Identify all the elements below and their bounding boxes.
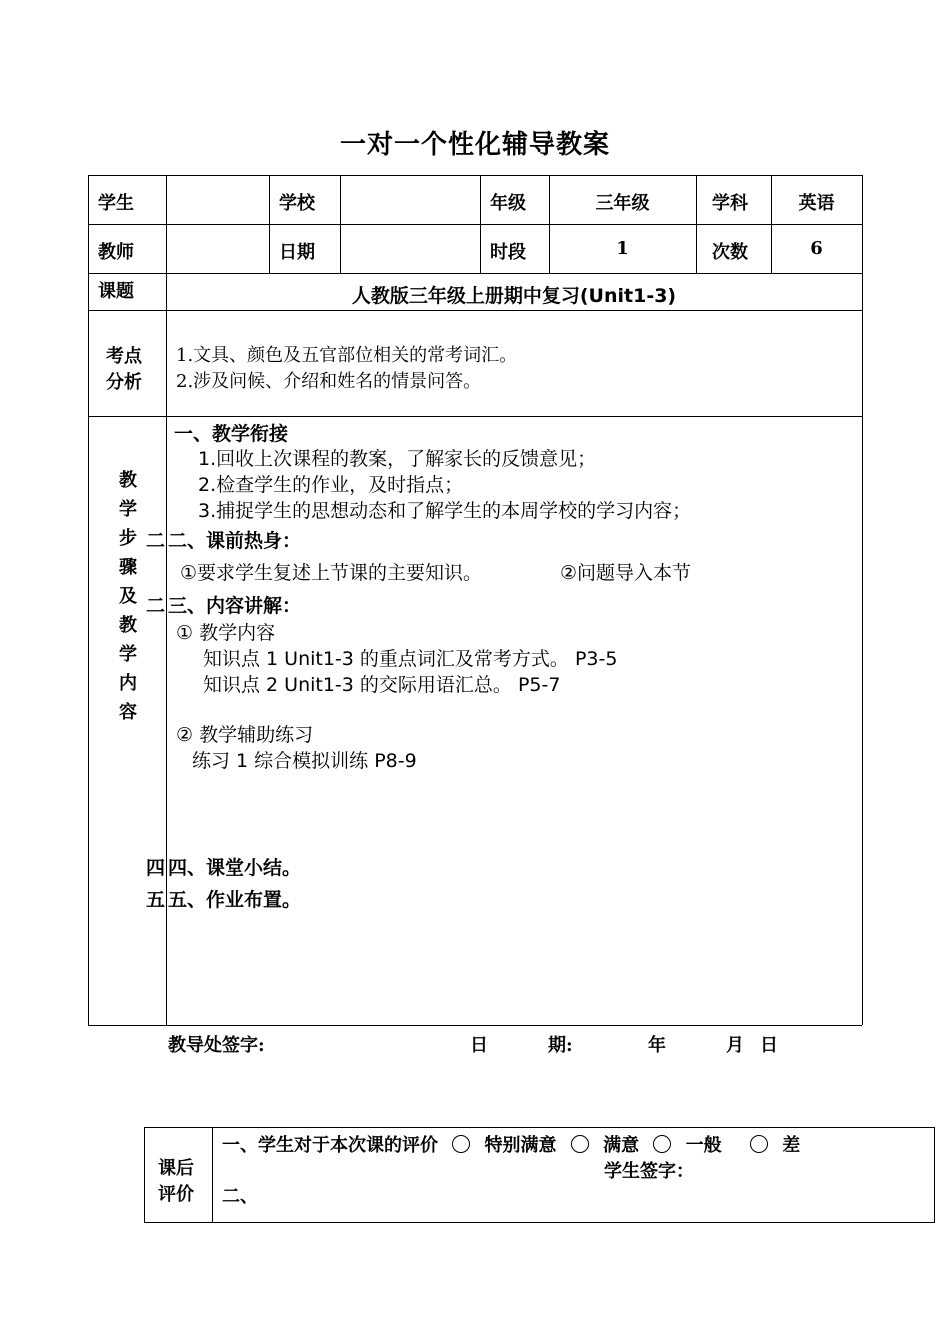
radio-very-satisfied[interactable]: [452, 1135, 470, 1153]
section-3-sub-2: ② 教学辅助练习: [176, 724, 314, 746]
analysis-line-1: 1.文具、颜色及五官部位相关的常考词汇。: [176, 345, 518, 366]
count-value: 6: [810, 238, 823, 259]
section-3-marker: 二: [146, 595, 166, 617]
option-very-satisfied: 特别满意: [484, 1135, 557, 1156]
school-label: 学校: [279, 193, 315, 214]
evaluation-question: 一、学生对于本次课的评价: [222, 1135, 438, 1156]
section-1-item: 2.检查学生的作业，及时指点；: [198, 474, 464, 496]
student-signature-label: 学生签字：: [604, 1161, 694, 1182]
radio-poor[interactable]: [750, 1135, 768, 1153]
section-1-item: 1.回收上次课程的教案，了解家长的反馈意见；: [198, 448, 597, 470]
section-3-exercise: 练习 1 综合模拟训练 P8-9: [192, 750, 417, 772]
evaluation-line-2: 二、: [222, 1186, 258, 1207]
section-3-heading: 三、内容讲解：: [168, 595, 302, 617]
page-title: 一对一个性化辅导教案: [339, 130, 610, 160]
signoff-year: 年: [648, 1035, 666, 1056]
section-2-heading: 二、课前热身：: [168, 530, 302, 552]
count-label: 次数: [712, 242, 748, 263]
section-1-item: 3.捕捉学生的思想动态和了解学生的本周学校的学习内容；: [198, 500, 692, 522]
option-poor: 差: [782, 1135, 801, 1156]
section-4-heading: 四、课堂小结。: [168, 857, 302, 879]
section-3-point: 知识点 2 Unit1-3 的交际用语汇总。 P5-7: [203, 674, 561, 696]
signoff-month: 月: [726, 1035, 744, 1056]
option-satisfied: 满意: [603, 1135, 640, 1156]
section-3-point: 知识点 1 Unit1-3 的重点词汇及常考方式。 P3-5: [203, 648, 618, 670]
analysis-label-1: 考点: [106, 346, 142, 367]
radio-satisfied[interactable]: [571, 1135, 589, 1153]
analysis-label-2: 分析: [106, 372, 142, 393]
grade-value: 三年级: [595, 193, 650, 214]
section-4-marker: 四: [146, 857, 166, 879]
period-value: 1: [616, 238, 629, 259]
evaluation-label-2: 评价: [158, 1184, 194, 1205]
evaluation-line-1: [222, 1131, 800, 1157]
steps-vertical-label: 教 学 步 骤 及 教 学 内 容: [119, 470, 137, 723]
subject-label: 学科: [712, 193, 748, 214]
section-2-marker: 二: [146, 530, 166, 552]
section-5-heading: 五、作业布置。: [168, 889, 302, 911]
signoff-date-label: 日: [470, 1035, 488, 1056]
signoff-day: 日: [760, 1035, 778, 1056]
topic-label: 课题: [98, 281, 134, 302]
grade-label: 年级: [490, 193, 526, 214]
subject-value: 英语: [798, 193, 835, 214]
section-1-heading: 一、教学衔接: [174, 423, 289, 445]
date-label: 日期: [279, 242, 315, 263]
topic-value: 人教版三年级上册期中复习(Unit1-3): [351, 285, 677, 307]
evaluation-label-1: 课后: [158, 1158, 194, 1179]
signoff-date-label-2: 期:: [548, 1035, 573, 1056]
office-signature-label: 教导处签字:: [168, 1035, 265, 1056]
analysis-line-2: 2.涉及问候、介绍和姓名的情景问答。: [176, 371, 482, 392]
teacher-label: 教师: [98, 242, 134, 263]
section-2-item-b: ②问题导入本节: [560, 562, 692, 584]
period-label: 时段: [490, 242, 526, 263]
section-3-sub-1: ① 教学内容: [176, 622, 276, 644]
section-2-item-a: ①要求学生复述上节课的主要知识。: [180, 562, 483, 584]
radio-average[interactable]: [653, 1135, 671, 1153]
student-label: 学生: [98, 193, 134, 214]
option-average: 一般: [685, 1135, 722, 1156]
section-5-marker: 五: [146, 889, 166, 911]
